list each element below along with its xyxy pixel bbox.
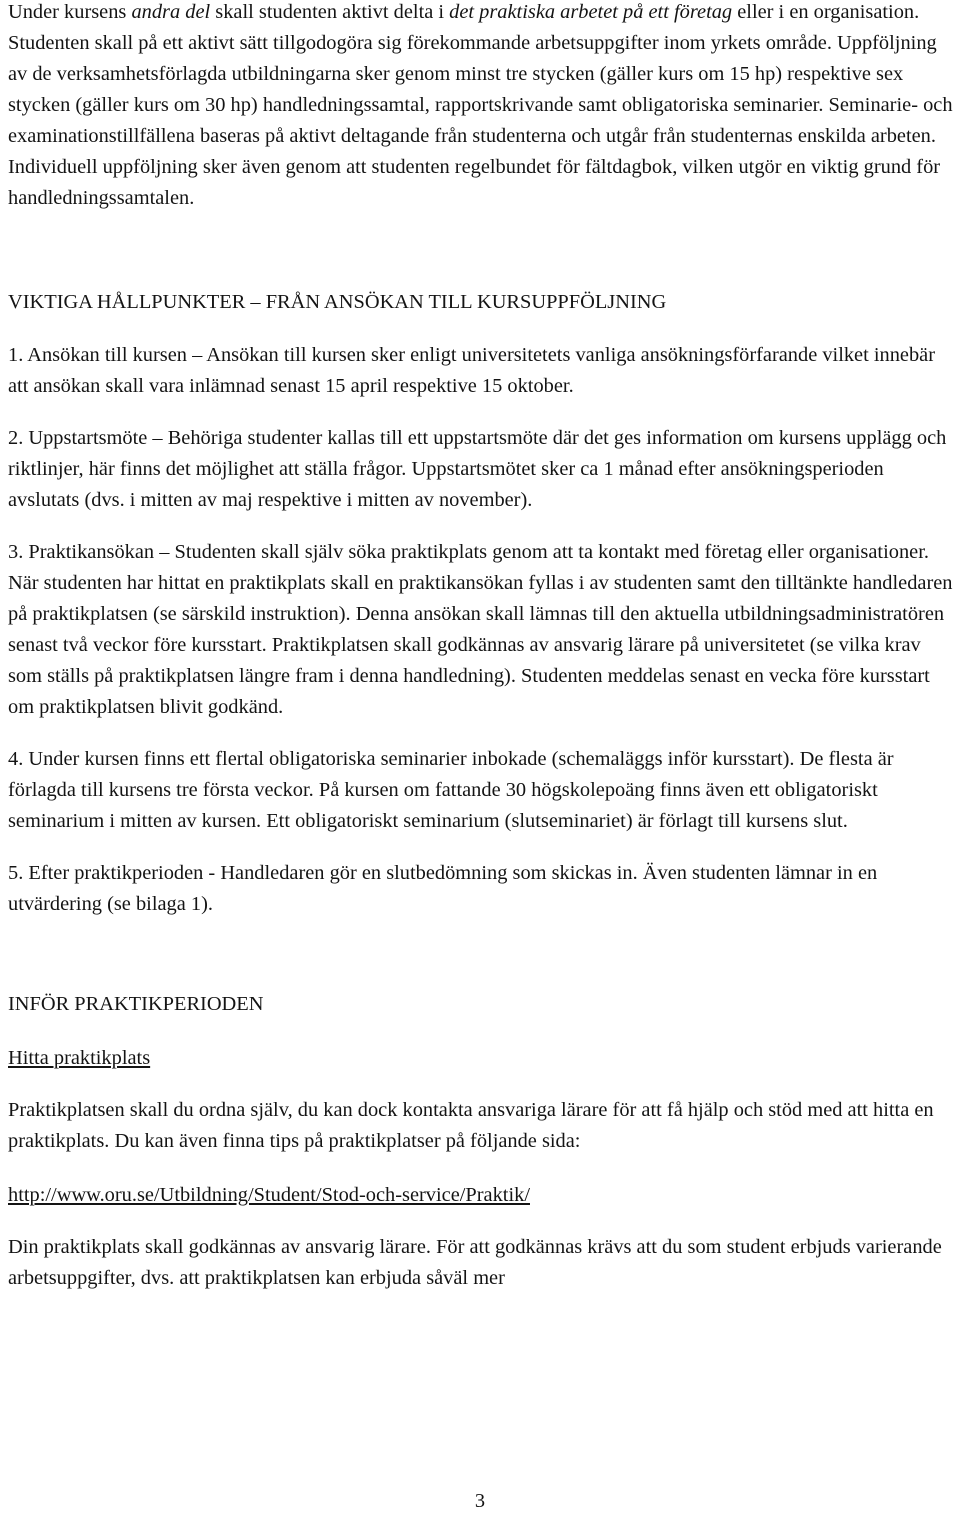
intro-emphasis: andra del: [131, 1, 211, 23]
paragraph-godkannande: Din praktikplats skall godkännas av ansvarig lärare. För att godkännas krävs att du som student erbjuds varierande arbetsuppgifter, dvs. att praktikplatsen kan erbjuda såväl mer: [8, 1236, 942, 1289]
subheading-hitta-praktikplats: Hitta praktikplats: [8, 1047, 151, 1069]
list-item: 3. Praktikansökan – Studenten skall själv söka praktikplats genom att ta kontakt med företag eller organisationer. När studenten har hittat en praktikplats skall en praktikansökan fyllas i av studenten samt den tilltänkte handledaren på praktikplatsen (se särskild instruktion). Denna ansökan skall lämnas till den aktuella utbildningsadministratören senast två veckor före kursstart. Praktikplatsen skall godkännas av ansvarig lärare på universitetet (se vilka krav som ställs på praktikplatsen längre fram i denna handledning). Studenten meddelas senast en vecka före kursstart om praktikplatsen blivit godkänd.: [8, 541, 953, 718]
section-heading-infor-praktikperioden: INFÖR PRAKTIKPERIODEN: [8, 993, 264, 1015]
list-item: 1. Ansökan till kursen – Ansökan till kursen sker enligt universitetets vanliga ansökningsförfarande vilket innebär att ansökan skall vara inlämnad senast 15 april respektive 15 oktober.: [8, 344, 936, 397]
praktik-link[interactable]: http://www.oru.se/Utbildning/Student/Stod-och-service/Praktik/: [8, 1184, 530, 1206]
intro-text: Studenten skall på ett aktivt sätt tillgodogöra sig förekommande arbetsuppgifter inom yrkets område. Uppföljning av de verksamhetsförlagda utbildningarna sker genom minst tre stycken (gäller kurs om 15 hp) respektive sex stycken (gäller kurs om 30 hp) handledningssamtal, rapportskrivande samt obligatoriska seminarier. Seminarie- och examinationstillfällena baseras på aktivt deltagande från studenterna och utgår från studenternas enskilda arbeten. Individuell uppföljning sker även genom att studenten regelbundet för fältdagbok, vilken utgör en viktig grund för handledningssamtalen.: [8, 32, 953, 209]
intro-text: skall studenten aktivt delta i: [210, 1, 450, 23]
paragraph-praktikplats-info: Praktikplatsen skall du ordna själv, du kan dock kontakta ansvariga lärare för att få hjälp och stöd med att hitta en praktikplats. Du kan även finna tips på praktikplatser på följande sida:: [8, 1099, 934, 1152]
list-item: 4. Under kursen finns ett flertal obligatoriska seminarier inbokade (schemaläggs inför kursstart). De flesta är förlagda till kursens tre första veckor. På kursen om fattande 30 högskolepoäng finns även ett obligatoriskt seminarium i mitten av kursen. Ett obligatoriskt seminarium (slutseminariet) är förlagt till kursens slut.: [8, 748, 894, 832]
document-page: [8, 0, 954, 1294]
intro-emphasis: det praktiska arbetet på ett företag: [449, 1, 733, 23]
intro-paragraph: [8, 0, 954, 214]
section-heading-viktiga-hallpunkter: VIKTIGA HÅLLPUNKTER – FRÅN ANSÖKAN TILL KURSUPPFÖLJNING: [8, 291, 667, 313]
page-number: 3: [474, 1490, 486, 1512]
list-item: 2. Uppstartsmöte – Behöriga studenter kallas till ett uppstartsmöte där det ges information om kursens upplägg och riktlinjer, här finns det möjlighet att ställa frågor. Uppstartsmötet sker ca 1 månad efter ansökningsperioden avslutats (dvs. i mitten av maj respektive i mitten av november).: [8, 427, 947, 511]
intro-text: Under kursens: [8, 1, 132, 23]
intro-text: eller i en organisation.: [732, 1, 920, 23]
list-item: 5. Efter praktikperioden - Handledaren gör en slutbedömning som skickas in. Även studenten lämnar in en utvärdering (se bilaga 1).: [8, 862, 878, 915]
link-paragraph: [8, 1180, 954, 1211]
